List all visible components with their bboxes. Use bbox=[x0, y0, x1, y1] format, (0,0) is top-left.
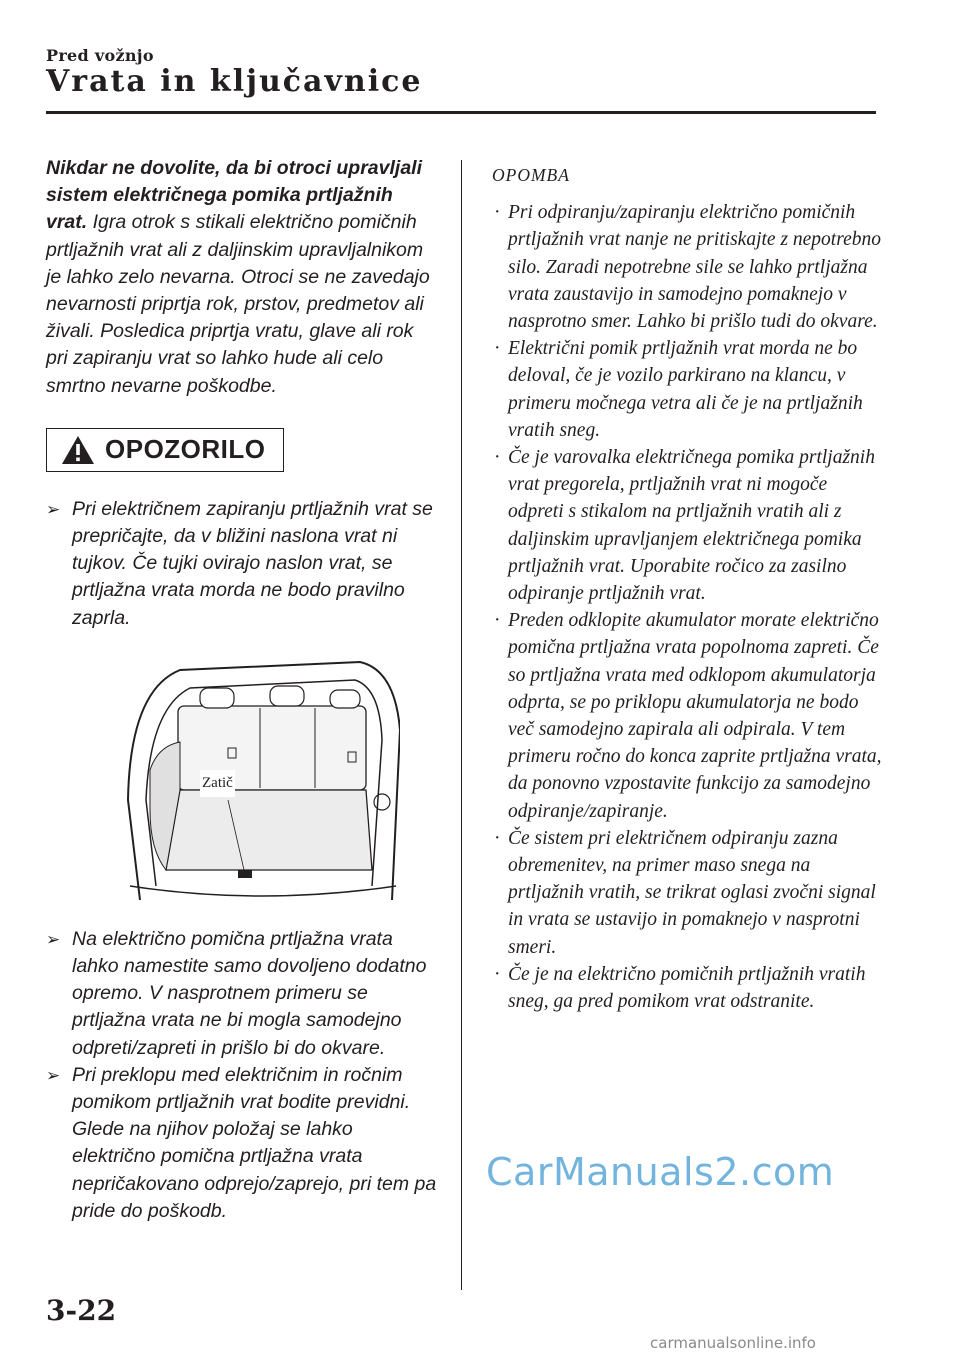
warning-item bbox=[46, 926, 438, 1062]
note-text: Električni pomik prtljažnih vrat morda ne bo deloval, če je vozilo parkirano na klancu, v primeru močnega vetra ali če je na prtljažnih vratih sneg. bbox=[508, 338, 863, 441]
bullet-dot-icon: · bbox=[494, 827, 501, 849]
page-number: 3-22 bbox=[46, 1294, 117, 1327]
trunk-illustration bbox=[110, 650, 400, 908]
arrow-bullet-icon: ➢ bbox=[46, 929, 61, 949]
list-item bbox=[492, 444, 882, 607]
warning-item bbox=[46, 1062, 438, 1225]
list-item bbox=[492, 199, 882, 335]
bullet-dot-icon: · bbox=[494, 963, 501, 985]
figure-callout-label: Zatič bbox=[200, 770, 235, 797]
note-text: Če sistem pri električnem odpiranju zazna obremenitev, na primer maso snega na prtljažnih vratih, se trikrat oglasi zvočni signal in vrata se ustavijo in pomaknejo v nasprotni smeri. bbox=[508, 827, 876, 958]
note-text: Pri odpiranju/zapiranju električno pomičnih prtljažnih vrat nanje ne pritiskajte z nepotrebno silo. Zaradi nepotrebne sile se lahko prtljažna vrata zaustavijo in samodejno pomaknejo v nasprotno smer. Lahko bi prišlo tudi do okvare. bbox=[508, 202, 881, 333]
left-column bbox=[46, 155, 438, 1225]
intro-text: Igra otrok s stikali električno pomičnih prtljažnih vrat ali z daljinskim upravljalnikom je lahko zelo nevarna. Otroci se ne zavedajo nevarnosti priprtja rok, prstov, predmetov ali živali. Posledica priprtja vratu, glave ali rok pri zapiranju vrat so lahko hude ali celo smrtno nevarne poškodbe. bbox=[46, 211, 430, 397]
warning-item bbox=[46, 496, 438, 632]
bullet-dot-icon: · bbox=[494, 202, 501, 224]
watermark-text: CarManuals2.com bbox=[486, 1150, 835, 1194]
list-item bbox=[492, 335, 882, 444]
column-divider bbox=[461, 160, 462, 1290]
note-list bbox=[492, 199, 882, 1015]
note-text: Preden odklopite akumulator morate električno pomična prtljažna vrata popolnoma zapreti. Če so prtljažna vrata med odklopom akumulatorja odprta, se po priklopu akumulatorja ne bodo več samodejno zapirala ali odpirala. V tem primeru ročno do konca zaprite prtljažna vrata, da ponovno vzpostavite funkcijo za samodejno odpiranje/zapiranje. bbox=[508, 610, 882, 822]
warning-item-text: Pri preklopu med električnim in ročnim pomikom prtljažnih vrat bodite previdni. Glede na njihov položaj se lahko električno pomična prtljažna vrata nepričakovano odprejo/zaprejo, pri tem pa pride do poškodb. bbox=[72, 1063, 437, 1222]
right-column bbox=[492, 162, 882, 1015]
note-text: Če je varovalka električnega pomika prtljažnih vrat pregorela, prtljažnih vrat ni mogoče odpreti s stikalom na prtljažnih vratih ali z daljinskim upravljanjem električnega pomika prtljažnih vrat. Uporabite ročico za zasilno odpiranje prtljažnih vrat. bbox=[508, 447, 875, 605]
note-title: OPOMBA bbox=[492, 165, 570, 185]
header-divider bbox=[46, 111, 876, 114]
warning-header bbox=[46, 428, 284, 472]
intro-paragraph bbox=[46, 155, 438, 400]
trunk-figure bbox=[110, 650, 400, 908]
bullet-dot-icon: · bbox=[494, 610, 501, 632]
bullet-dot-icon: · bbox=[494, 447, 501, 469]
warning-label: OPOZORILO bbox=[105, 434, 266, 465]
warning-item-text: Pri električnem zapiranju prtljažnih vrat se prepričajte, da v bližini naslona vrat ni tujkov. Če tujki ovirajo naslon vrat, se prtljažna vrata morda ne bodo pravilno zaprla. bbox=[72, 497, 433, 629]
warning-triangle-icon bbox=[61, 435, 95, 465]
intro-bold-text: Nikdar ne dovolite, da bi otroci upravljali sistem električnega pomika prtljažnih vrat. bbox=[46, 157, 422, 234]
section-label: Pred vožnjo bbox=[46, 46, 154, 65]
arrow-bullet-icon: ➢ bbox=[46, 1065, 61, 1085]
list-item bbox=[492, 961, 882, 1015]
list-item bbox=[492, 825, 882, 961]
bullet-dot-icon: · bbox=[494, 338, 501, 360]
note-text: Če je na električno pomičnih prtljažnih vratih sneg, ga pred pomikom vrat odstranite. bbox=[508, 963, 866, 1013]
arrow-bullet-icon: ➢ bbox=[46, 499, 61, 519]
warning-item-text: Na električno pomična prtljažna vrata lahko namestite samo dovoljeno dodatno opremo. V nasprotnem primeru se prtljažna vrata ne bi mogla samodejno odpreti/zapreti in prišlo bi do okvare. bbox=[72, 927, 427, 1059]
page-title: Vrata in ključavnice bbox=[46, 64, 423, 99]
footer-site-text: carmanualsonline.info bbox=[650, 1334, 816, 1352]
list-item bbox=[492, 607, 882, 825]
